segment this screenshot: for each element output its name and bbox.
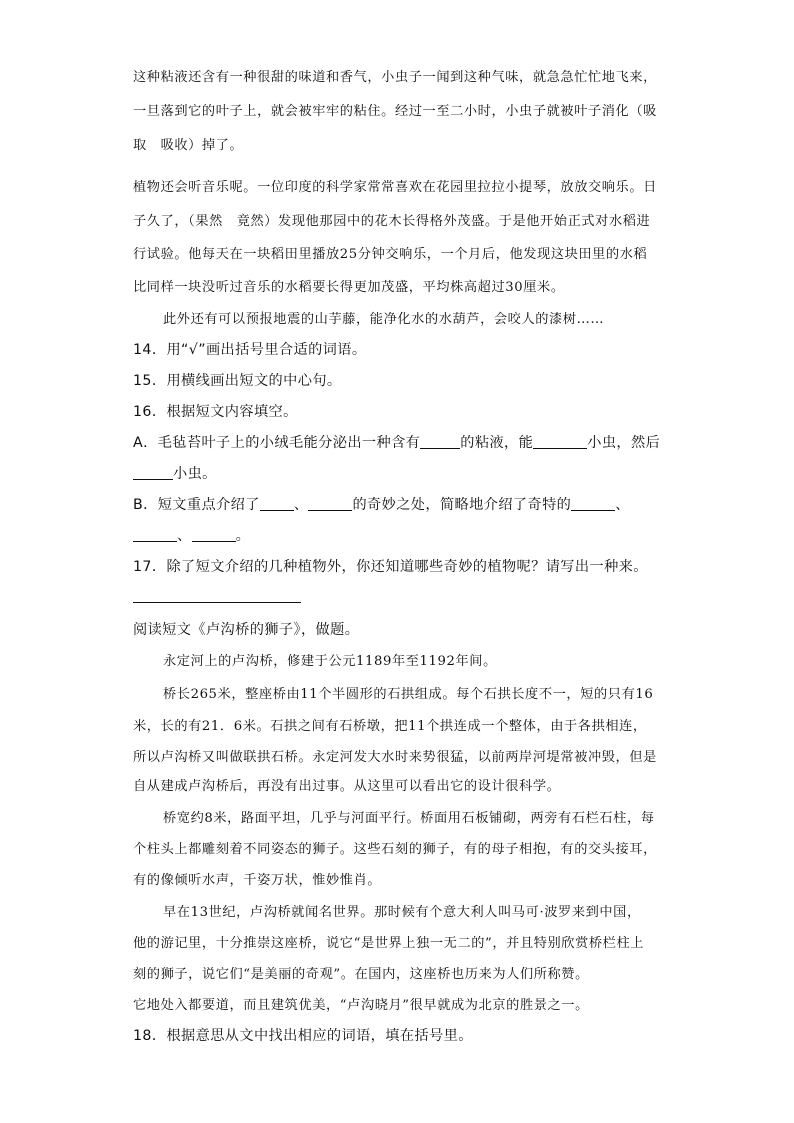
question-18: 18．根据意思从文中找出相应的词语，填在括号里。 <box>133 1028 473 1044</box>
question-16b-text-2: 、 <box>293 497 309 513</box>
question-16b-text-1: B．短文重点介绍了 <box>133 497 260 513</box>
answer-blank[interactable] <box>192 527 236 542</box>
answer-blank[interactable] <box>133 527 177 542</box>
passage2-line-8: 有的像倾听水声，千姿万状，惟妙惟肖。 <box>133 873 382 888</box>
answer-blank[interactable] <box>308 496 352 511</box>
passage1-line-5: 子久了，（果然 竟然）发现他那园中的花木长得格外茂盛。于是他开始正式对水稻进 <box>133 214 651 229</box>
passage1-line-4: 植物还会听音乐呢。一位印度的科学家常常喜欢在花园里拉拉小提琴，放放交响乐。日 <box>133 180 657 195</box>
passage1-line-2: 一旦落到它的叶子上，就会被牢牢的粘住。经过一至二小时，小虫子就被叶子消化（吸 <box>133 104 657 119</box>
passage2-line-10: 他的游记里，十分推崇这座桥，说它“是世界上独一无二的”，并且特别欣赏桥栏柱上 <box>133 936 645 951</box>
question-16b-text-4: 、 <box>615 497 630 513</box>
question-16b-text-6: 。 <box>235 528 251 544</box>
question-16a-line-1 <box>133 432 660 452</box>
passage1-line-7: 比同样一块没听过音乐的水稻要长得更加茂盛，平均株高超过30厘米。 <box>133 280 565 295</box>
passage2-line-5: 自从建成卢沟桥后，再没有出过事。从这里可以看出它的设计很科学。 <box>133 779 561 794</box>
passage2-line-4: 所以卢沟桥又叫做联拱石桥。永定河发大水时来势很猛，以前两岸河堤常被冲毁，但是 <box>133 750 657 765</box>
question-15: 15．用横线画出短文的中心句。 <box>133 373 342 389</box>
passage2-line-3: 米，长的有21．6米。石拱之间有石桥墩，把11个拱连成一个整体，由于各拱相连， <box>133 719 647 734</box>
answer-line[interactable] <box>133 602 301 603</box>
question-14: 14．用“√”画出括号里合适的词语。 <box>133 342 367 358</box>
passage2-line-12: 它地处入都要道，而且建筑优美，“卢沟晓月”很早就成为北京的胜景之一。 <box>133 998 589 1013</box>
question-16b-line-2 <box>133 525 250 545</box>
passage2-line-9: 早在13世纪，卢沟桥就闻名世界。那时候有个意大利人叫马可·波罗来到中国， <box>163 905 641 920</box>
passage1-line-3: 取 吸收）掉了。 <box>133 138 244 153</box>
passage2-intro: 阅读短文《卢沟桥的狮子》，做题。 <box>133 622 360 638</box>
question-16a-text-3: 小虫，然后 <box>587 435 661 451</box>
question-17: 17．除了短文介绍的几种植物外，你还知道哪些奇妙的植物呢？请写出一种来。 <box>133 559 648 575</box>
passage1-line-6: 行试验。他每天在一块稻田里播放25分钟交响乐，一个月后，他发现这块田里的水稻 <box>133 247 648 262</box>
passage1-line-1: 这种粘液还含有一种很甜的味道和香气，小虫子一闻到这种气味，就急急忙忙地飞来， <box>133 70 657 85</box>
answer-blank[interactable] <box>420 434 460 449</box>
passage2-line-1: 永定河上的卢沟桥，修建于公元1189年至1192年间。 <box>163 654 497 669</box>
question-16b-text-5: 、 <box>177 528 192 544</box>
answer-blank[interactable] <box>533 434 587 449</box>
question-16a-line-2 <box>133 463 217 483</box>
passage2-line-11: 刻的狮子，说它们“是美丽的奇观”。在国内，这座桥也历来为人们所称赞。 <box>133 967 589 982</box>
passage2-line-6: 桥宽约8米，路面平坦，几乎与河面平行。桥面用石板铺砌，两旁有石栏石柱，每 <box>163 811 655 826</box>
answer-blank[interactable] <box>260 496 294 511</box>
question-16a-text-2: 的粘液，能 <box>460 435 534 451</box>
question-16a-text-1: A．毛毡苔叶子上的小绒毛能分泌出一种含有 <box>133 435 421 451</box>
passage2-line-7: 个柱头上都雕刻着不同姿态的狮子。这些石刻的狮子，有的母子相抱，有的交头接耳， <box>133 842 657 857</box>
question-16b-text-3: 的奇妙之处，简略地介绍了奇特的 <box>352 497 572 513</box>
answer-blank[interactable] <box>571 496 615 511</box>
question-16a-text-4: 小虫。 <box>173 466 217 482</box>
question-16: 16．根据短文内容填空。 <box>133 404 298 420</box>
answer-blank[interactable] <box>133 465 173 480</box>
question-16b-line-1 <box>133 494 630 514</box>
passage1-line-8: 此外还有可以预报地震的山芋藤，能净化水的水葫芦，会咬人的漆树…… <box>163 312 605 327</box>
passage2-line-2: 桥长265米，整座桥由11个半圆形的石拱组成。每个石拱长度不一，短的只有16 <box>163 687 654 702</box>
